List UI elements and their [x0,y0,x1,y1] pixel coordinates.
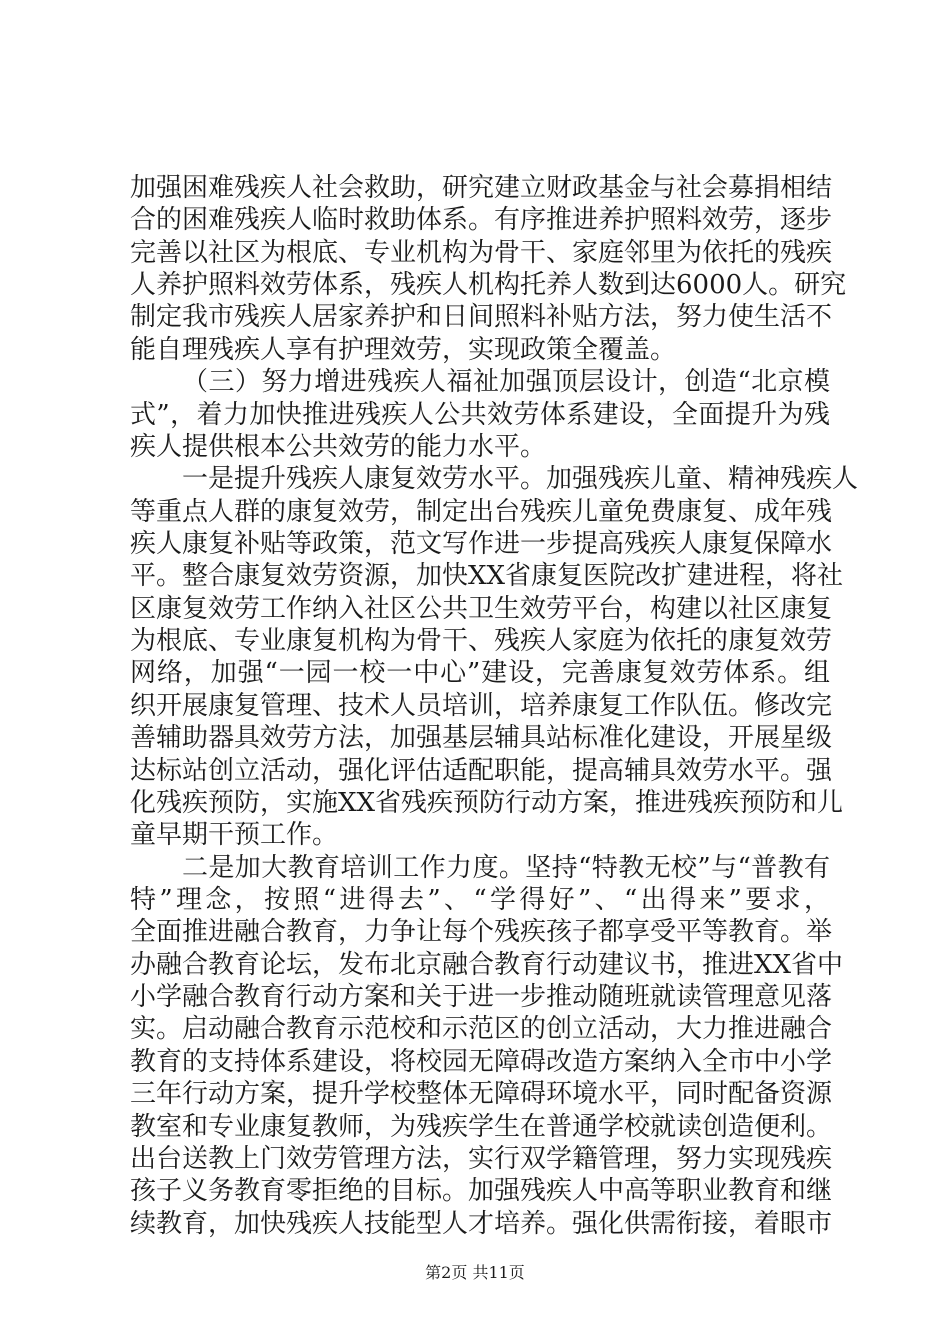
text-line [0,1208,950,1240]
paragraph-first-line [0,463,950,495]
text-line [0,593,950,625]
line-text: 完善以社区为根底、专业机构为骨干、家庭邻里为依托的残疾 [130,237,833,268]
text-line [0,657,950,689]
line-text: 善辅助器具效劳方法，加强基层辅具站标准化建设，开展星级 [130,723,833,754]
text-line [0,1046,950,1078]
text-line [0,1175,950,1207]
paragraph-first-line [0,852,950,884]
line-text: 办融合教育论坛，发布北京融合教育行动建议书，推进XX省中 [130,949,844,980]
line-text: 续教育，加快残疾人技能型人才培养。强化供需衔接，着眼市 [130,1208,833,1239]
text-line [0,722,950,754]
line-text: 式”，着力加快推进残疾人公共效劳体系建设，全面提升为残 [130,399,830,430]
line-text: 为根底、专业康复机构为骨干、残疾人家庭为依托的康复效劳 [130,626,833,657]
text-line [0,819,950,851]
line-text: 疾人提供根本公共效劳的能力水平。 [130,431,547,462]
text-line [0,884,950,916]
line-text: 三年行动方案，提升学校整体无障碍环境水平，同时配备资源 [130,1079,833,1110]
line-text: 化残疾预防，实施XX省残疾预防行动方案，推进残疾预防和儿 [130,787,844,818]
text-line [0,334,950,366]
text-line [0,1078,950,1110]
text-line [0,496,950,528]
line-text: 教育的支持体系建设，将校园无障碍改造方案纳入全市中小学 [130,1046,833,1077]
text-line [0,237,950,269]
line-text: 合的困难残疾人临时救助体系。有序推进养护照料效劳，逐步 [130,205,833,236]
text-line [0,916,950,948]
line-text: 二是加大教育培训工作力度。坚持“特教无校”与“普教有 [182,852,830,883]
line-text: 童早期干预工作。 [130,820,339,851]
text-line [0,172,950,204]
text-line [0,1111,950,1143]
text-line [0,1013,950,1045]
line-text: 疾人康复补贴等政策，范文写作进一步提高残疾人康复保障水 [130,529,833,559]
text-line [0,204,950,236]
page-number-label: 第2页 共11页 [425,1263,525,1282]
line-text: 出台送教上门效劳管理方法，实行双学籍管理，努力实现残疾 [130,1143,833,1174]
line-text: 网络，加强“一园一校一中心”建设，完善康复效劳体系。组 [130,658,830,689]
line-text: 特”理念，按照“进得去”、“学得好”、“出得来”要求， [130,885,830,915]
text-line [0,981,950,1013]
text-line [0,528,950,560]
line-text: 织开展康复管理、技术人员培训，培养康复工作队伍。修改完 [130,690,833,721]
text-line [0,625,950,657]
text-line [0,301,950,333]
line-text: 教室和专业康复教师，为残疾学生在普通学校就读创造便利。 [130,1111,833,1142]
line-text: 加强困难残疾人社会救助，研究建立财政基金与社会募捐相结 [130,173,833,203]
text-line [0,690,950,722]
page-footer [0,1262,950,1284]
line-text: 等重点人群的康复效劳，制定出台残疾儿童免费康复、成年残 [130,496,833,527]
line-text: 平。整合康复效劳资源，加快XX省康复医院改扩建进程，将社 [130,561,844,592]
line-text: （三）努力增进残疾人福祉加强顶层设计，创造“北京模 [182,367,830,398]
line-text: 一是提升残疾人康复效劳水平。加强残疾儿童、精神残疾人 [182,464,859,495]
line-text: 小学融合教育行动方案和关于进一步推动随班就读管理意见落 [130,982,833,1013]
text-line [0,431,950,463]
line-text: 全面推进融合教育，力争让每个残疾孩子都享受平等教育。举 [130,917,833,948]
line-text: 制定我市残疾人居家养护和日间照料补贴方法，努力使生活不 [130,302,833,333]
text-line [0,399,950,431]
text-line [0,560,950,592]
text-line [0,949,950,981]
line-text: 能自理残疾人享有护理效劳，实现政策全覆盖。 [130,334,677,365]
line-text: 人养护照料效劳体系，残疾人机构托养人数到达6000人。研究 [130,270,847,301]
text-line [0,1143,950,1175]
paragraph-first-line [0,366,950,398]
line-text: 达标站创立活动，强化评估适配职能，提高辅具效劳水平。强 [130,755,833,786]
line-text: 实。启动融合教育示范校和示范区的创立活动，大力推进融合 [130,1014,833,1045]
text-line [0,269,950,301]
line-text: 孩子义务教育零拒绝的目标。加强残疾人中高等职业教育和继 [130,1176,833,1207]
line-text: 区康复效劳工作纳入社区公共卫生效劳平台，构建以社区康复 [130,593,833,624]
text-line [0,787,950,819]
text-line [0,755,950,787]
